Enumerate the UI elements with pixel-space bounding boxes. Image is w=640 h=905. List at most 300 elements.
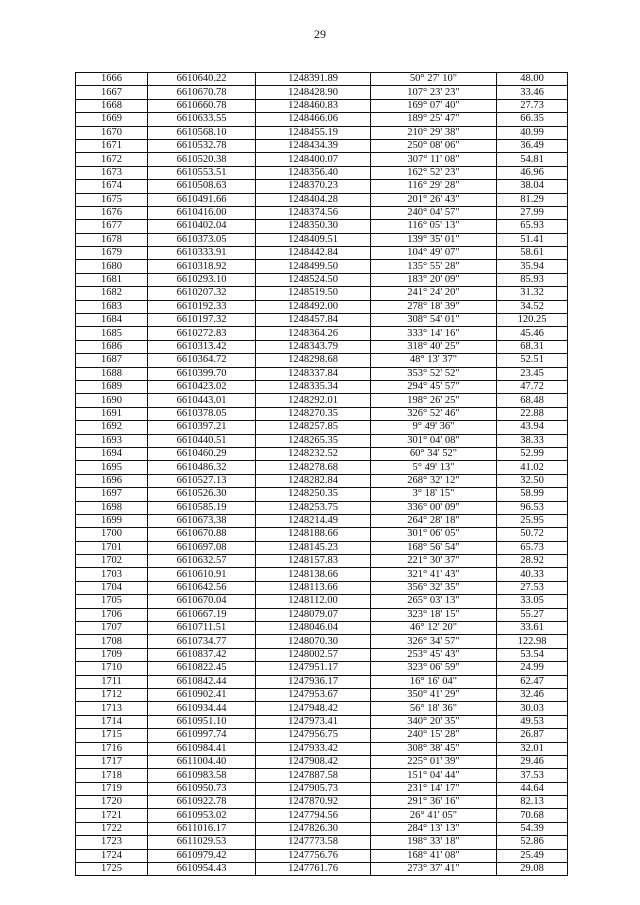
table-row [76, 314, 568, 327]
distance-cell: 34.52 [497, 300, 568, 313]
table-row [76, 73, 568, 86]
x-coordinate-cell: 6610585.19 [148, 501, 256, 514]
x-coordinate-cell: 6610553.51 [148, 166, 256, 179]
x-coordinate-cell: 6610440.51 [148, 434, 256, 447]
table-row [76, 662, 568, 675]
table-row [76, 688, 568, 701]
table-row [76, 153, 568, 166]
table-row [76, 702, 568, 715]
x-coordinate-cell: 6610508.63 [148, 180, 256, 193]
x-coordinate-cell: 6610333.91 [148, 247, 256, 260]
x-coordinate-cell: 6610670.88 [148, 528, 256, 541]
table-row [76, 247, 568, 260]
point-number-cell: 1700 [76, 528, 148, 541]
y-coordinate-cell: 1248278.68 [256, 461, 371, 474]
point-number-cell: 1672 [76, 153, 148, 166]
distance-cell: 49.53 [497, 715, 568, 728]
y-coordinate-cell: 1247933.42 [256, 742, 371, 755]
bearing-cell: 241° 24' 20" [371, 287, 497, 300]
bearing-cell: 284° 13' 13" [371, 822, 497, 835]
bearing-cell: 323° 06' 59" [371, 662, 497, 675]
distance-cell: 27.99 [497, 206, 568, 219]
point-number-cell: 1694 [76, 447, 148, 460]
distance-cell: 46.96 [497, 166, 568, 179]
bearing-cell: 273° 37' 41" [371, 863, 497, 876]
y-coordinate-cell: 1248138.66 [256, 568, 371, 581]
distance-cell: 29.46 [497, 755, 568, 768]
table-row [76, 260, 568, 273]
point-number-cell: 1717 [76, 755, 148, 768]
x-coordinate-cell: 6610997.74 [148, 729, 256, 742]
point-number-cell: 1718 [76, 769, 148, 782]
x-coordinate-cell: 6610197.32 [148, 314, 256, 327]
x-coordinate-cell: 6610950.73 [148, 782, 256, 795]
y-coordinate-cell: 1248343.79 [256, 340, 371, 353]
distance-cell: 51.41 [497, 233, 568, 246]
y-coordinate-cell: 1247936.17 [256, 675, 371, 688]
bearing-cell: 168° 41' 08" [371, 849, 497, 862]
bearing-cell: 26° 41' 05" [371, 809, 497, 822]
y-coordinate-cell: 1247756.76 [256, 849, 371, 862]
bearing-cell: 326° 34' 57" [371, 635, 497, 648]
point-number-cell: 1719 [76, 782, 148, 795]
x-coordinate-cell: 6610207.32 [148, 287, 256, 300]
distance-cell: 122.98 [497, 635, 568, 648]
x-coordinate-cell: 6610378.05 [148, 407, 256, 420]
point-number-cell: 1680 [76, 260, 148, 273]
y-coordinate-cell: 1248257.85 [256, 421, 371, 434]
table-row [76, 394, 568, 407]
y-coordinate-cell: 1248428.90 [256, 86, 371, 99]
table-row [76, 675, 568, 688]
x-coordinate-cell: 6610293.10 [148, 273, 256, 286]
distance-cell: 55.27 [497, 608, 568, 621]
bearing-cell: 231° 14' 17" [371, 782, 497, 795]
table-row [76, 139, 568, 152]
x-coordinate-cell: 6610632.57 [148, 555, 256, 568]
distance-cell: 85.93 [497, 273, 568, 286]
point-number-cell: 1671 [76, 139, 148, 152]
bearing-cell: 60° 34' 52" [371, 447, 497, 460]
y-coordinate-cell: 1248112.00 [256, 595, 371, 608]
distance-cell: 25.95 [497, 514, 568, 527]
bearing-cell: 318° 40' 25" [371, 340, 497, 353]
y-coordinate-cell: 1248350.30 [256, 220, 371, 233]
table-row [76, 488, 568, 501]
x-coordinate-cell: 6610491.66 [148, 193, 256, 206]
distance-cell: 81.29 [497, 193, 568, 206]
y-coordinate-cell: 1247956.75 [256, 729, 371, 742]
table-row [76, 474, 568, 487]
table-row [76, 568, 568, 581]
distance-cell: 82.13 [497, 796, 568, 809]
y-coordinate-cell: 1247908.42 [256, 755, 371, 768]
bearing-cell: 50° 27' 10" [371, 73, 497, 86]
point-number-cell: 1690 [76, 394, 148, 407]
distance-cell: 43.94 [497, 421, 568, 434]
x-coordinate-cell: 6610486.32 [148, 461, 256, 474]
distance-cell: 54.39 [497, 822, 568, 835]
y-coordinate-cell: 1248466.06 [256, 113, 371, 126]
point-number-cell: 1683 [76, 300, 148, 313]
table-row [76, 86, 568, 99]
table-row [76, 367, 568, 380]
x-coordinate-cell: 6610460.29 [148, 447, 256, 460]
x-coordinate-cell: 6610667.19 [148, 608, 256, 621]
y-coordinate-cell: 1247887.58 [256, 769, 371, 782]
coordinates-table [75, 72, 568, 876]
distance-cell: 40.99 [497, 126, 568, 139]
bearing-cell: 225° 01' 39" [371, 755, 497, 768]
bearing-cell: 201° 26' 43" [371, 193, 497, 206]
y-coordinate-cell: 1248002.57 [256, 648, 371, 661]
y-coordinate-cell: 1248079.07 [256, 608, 371, 621]
table-row [76, 501, 568, 514]
y-coordinate-cell: 1248374.56 [256, 206, 371, 219]
bearing-cell: 56° 18' 36" [371, 702, 497, 715]
distance-cell: 26.87 [497, 729, 568, 742]
bearing-cell: 168° 56' 54" [371, 541, 497, 554]
distance-cell: 54.81 [497, 153, 568, 166]
point-number-cell: 1688 [76, 367, 148, 380]
point-number-cell: 1721 [76, 809, 148, 822]
x-coordinate-cell: 6610953.02 [148, 809, 256, 822]
y-coordinate-cell: 1248370.23 [256, 180, 371, 193]
y-coordinate-cell: 1247951.17 [256, 662, 371, 675]
point-number-cell: 1676 [76, 206, 148, 219]
point-number-cell: 1667 [76, 86, 148, 99]
table-row [76, 166, 568, 179]
x-coordinate-cell: 6610934.44 [148, 702, 256, 715]
table-row [76, 461, 568, 474]
distance-cell: 47.72 [497, 380, 568, 393]
bearing-cell: 253° 45' 43" [371, 648, 497, 661]
table-row [76, 541, 568, 554]
table-row [76, 193, 568, 206]
point-number-cell: 1725 [76, 863, 148, 876]
y-coordinate-cell: 1248364.26 [256, 327, 371, 340]
table-row [76, 608, 568, 621]
y-coordinate-cell: 1248409.51 [256, 233, 371, 246]
table-row [76, 380, 568, 393]
table-row [76, 648, 568, 661]
point-number-cell: 1681 [76, 273, 148, 286]
distance-cell: 52.51 [497, 354, 568, 367]
bearing-cell: 301° 06' 05" [371, 528, 497, 541]
bearing-cell: 210° 29' 38" [371, 126, 497, 139]
x-coordinate-cell: 6611016.17 [148, 822, 256, 835]
bearing-cell: 278° 18' 39" [371, 300, 497, 313]
table-row [76, 447, 568, 460]
x-coordinate-cell: 6611029.53 [148, 836, 256, 849]
distance-cell: 31.32 [497, 287, 568, 300]
y-coordinate-cell: 1248214.49 [256, 514, 371, 527]
distance-cell: 41.02 [497, 461, 568, 474]
y-coordinate-cell: 1248404.28 [256, 193, 371, 206]
bearing-cell: 183° 20' 09" [371, 273, 497, 286]
y-coordinate-cell: 1248070.30 [256, 635, 371, 648]
point-number-cell: 1686 [76, 340, 148, 353]
x-coordinate-cell: 6610660.78 [148, 99, 256, 112]
point-number-cell: 1705 [76, 595, 148, 608]
x-coordinate-cell: 6610192.33 [148, 300, 256, 313]
y-coordinate-cell: 1248292.01 [256, 394, 371, 407]
bearing-cell: 116° 05' 13" [371, 220, 497, 233]
table-row [76, 113, 568, 126]
bearing-cell: 116° 29' 28" [371, 180, 497, 193]
point-number-cell: 1704 [76, 581, 148, 594]
x-coordinate-cell: 6610640.22 [148, 73, 256, 86]
distance-cell: 62.47 [497, 675, 568, 688]
bearing-cell: 3° 18' 15" [371, 488, 497, 501]
table-row [76, 528, 568, 541]
y-coordinate-cell: 1248145.23 [256, 541, 371, 554]
distance-cell: 44.64 [497, 782, 568, 795]
bearing-cell: 308° 38' 45" [371, 742, 497, 755]
distance-cell: 120.25 [497, 314, 568, 327]
y-coordinate-cell: 1248270.35 [256, 407, 371, 420]
y-coordinate-cell: 1248499.50 [256, 260, 371, 273]
bearing-cell: 5° 49' 13" [371, 461, 497, 474]
bearing-cell: 340° 20' 35" [371, 715, 497, 728]
x-coordinate-cell: 6610902.41 [148, 688, 256, 701]
point-number-cell: 1685 [76, 327, 148, 340]
y-coordinate-cell: 1248457.84 [256, 314, 371, 327]
distance-cell: 58.99 [497, 488, 568, 501]
x-coordinate-cell: 6610711.51 [148, 622, 256, 635]
bearing-cell: 240° 04' 57" [371, 206, 497, 219]
point-number-cell: 1724 [76, 849, 148, 862]
x-coordinate-cell: 6610423.02 [148, 380, 256, 393]
bearing-cell: 198° 26' 25" [371, 394, 497, 407]
table-row [76, 555, 568, 568]
point-number-cell: 1715 [76, 729, 148, 742]
y-coordinate-cell: 1248400.07 [256, 153, 371, 166]
bearing-cell: 48° 13' 37" [371, 354, 497, 367]
distance-cell: 65.73 [497, 541, 568, 554]
x-coordinate-cell: 6610313.42 [148, 340, 256, 353]
distance-cell: 52.86 [497, 836, 568, 849]
point-number-cell: 1668 [76, 99, 148, 112]
x-coordinate-cell: 6610673.38 [148, 514, 256, 527]
point-number-cell: 1723 [76, 836, 148, 849]
x-coordinate-cell: 6610532.78 [148, 139, 256, 152]
y-coordinate-cell: 1247870.92 [256, 796, 371, 809]
distance-cell: 29.08 [497, 863, 568, 876]
y-coordinate-cell: 1248282.84 [256, 474, 371, 487]
bearing-cell: 321° 41' 43" [371, 568, 497, 581]
y-coordinate-cell: 1248455.19 [256, 126, 371, 139]
table-row [76, 822, 568, 835]
point-number-cell: 1701 [76, 541, 148, 554]
bearing-cell: 139° 35' 01" [371, 233, 497, 246]
table-row [76, 300, 568, 313]
table-row [76, 796, 568, 809]
x-coordinate-cell: 6610397.21 [148, 421, 256, 434]
y-coordinate-cell: 1247761.76 [256, 863, 371, 876]
point-number-cell: 1720 [76, 796, 148, 809]
table-row [76, 233, 568, 246]
y-coordinate-cell: 1248188.66 [256, 528, 371, 541]
x-coordinate-cell: 6610416.00 [148, 206, 256, 219]
distance-cell: 66.35 [497, 113, 568, 126]
table-row [76, 354, 568, 367]
point-number-cell: 1711 [76, 675, 148, 688]
bearing-cell: 268° 32' 12" [371, 474, 497, 487]
table-row [76, 434, 568, 447]
bearing-cell: 353° 52' 52" [371, 367, 497, 380]
distance-cell: 68.48 [497, 394, 568, 407]
point-number-cell: 1698 [76, 501, 148, 514]
point-number-cell: 1693 [76, 434, 148, 447]
point-number-cell: 1696 [76, 474, 148, 487]
y-coordinate-cell: 1247948.42 [256, 702, 371, 715]
bearing-cell: 326° 52' 46" [371, 407, 497, 420]
bearing-cell: 189° 25' 47" [371, 113, 497, 126]
point-number-cell: 1691 [76, 407, 148, 420]
point-number-cell: 1709 [76, 648, 148, 661]
table-row [76, 849, 568, 862]
x-coordinate-cell: 6610837.42 [148, 648, 256, 661]
y-coordinate-cell: 1248524.50 [256, 273, 371, 286]
distance-cell: 36.49 [497, 139, 568, 152]
y-coordinate-cell: 1248250.35 [256, 488, 371, 501]
bearing-cell: 307° 11' 08" [371, 153, 497, 166]
table-row [76, 206, 568, 219]
x-coordinate-cell: 6610670.04 [148, 595, 256, 608]
table-row [76, 729, 568, 742]
bearing-cell: 221° 30' 37" [371, 555, 497, 568]
distance-cell: 35.94 [497, 260, 568, 273]
distance-cell: 28.92 [497, 555, 568, 568]
table-row [76, 287, 568, 300]
bearing-cell: 162° 52' 23" [371, 166, 497, 179]
distance-cell: 53.54 [497, 648, 568, 661]
y-coordinate-cell: 1248434.39 [256, 139, 371, 152]
distance-cell: 48.00 [497, 73, 568, 86]
x-coordinate-cell: 6610443.01 [148, 394, 256, 407]
y-coordinate-cell: 1248356.40 [256, 166, 371, 179]
y-coordinate-cell: 1248519.50 [256, 287, 371, 300]
table-row [76, 327, 568, 340]
point-number-cell: 1684 [76, 314, 148, 327]
distance-cell: 24.99 [497, 662, 568, 675]
distance-cell: 32.46 [497, 688, 568, 701]
point-number-cell: 1666 [76, 73, 148, 86]
distance-cell: 58.61 [497, 247, 568, 260]
x-coordinate-cell: 6610526.30 [148, 488, 256, 501]
point-number-cell: 1669 [76, 113, 148, 126]
y-coordinate-cell: 1247826.30 [256, 822, 371, 835]
y-coordinate-cell: 1248460.83 [256, 99, 371, 112]
x-coordinate-cell: 6611004.40 [148, 755, 256, 768]
table-row [76, 220, 568, 233]
point-number-cell: 1710 [76, 662, 148, 675]
distance-cell: 23.45 [497, 367, 568, 380]
y-coordinate-cell: 1248335.34 [256, 380, 371, 393]
table-row [76, 421, 568, 434]
x-coordinate-cell: 6610642.56 [148, 581, 256, 594]
table-row [76, 755, 568, 768]
table-row [76, 635, 568, 648]
x-coordinate-cell: 6610527.13 [148, 474, 256, 487]
y-coordinate-cell: 1247973.41 [256, 715, 371, 728]
x-coordinate-cell: 6610373.05 [148, 233, 256, 246]
table-row [76, 180, 568, 193]
bearing-cell: 291° 36' 16" [371, 796, 497, 809]
x-coordinate-cell: 6610822.45 [148, 662, 256, 675]
y-coordinate-cell: 1248157.83 [256, 555, 371, 568]
table-row [76, 273, 568, 286]
x-coordinate-cell: 6610402.04 [148, 220, 256, 233]
bearing-cell: 308° 54' 01" [371, 314, 497, 327]
point-number-cell: 1687 [76, 354, 148, 367]
distance-cell: 32.01 [497, 742, 568, 755]
point-number-cell: 1708 [76, 635, 148, 648]
bearing-cell: 9° 49' 36" [371, 421, 497, 434]
point-number-cell: 1678 [76, 233, 148, 246]
y-coordinate-cell: 1247905.73 [256, 782, 371, 795]
x-coordinate-cell: 6610922.78 [148, 796, 256, 809]
distance-cell: 37.53 [497, 769, 568, 782]
table-row [76, 581, 568, 594]
point-number-cell: 1670 [76, 126, 148, 139]
point-number-cell: 1714 [76, 715, 148, 728]
bearing-cell: 356° 32' 35" [371, 581, 497, 594]
bearing-cell: 169° 07' 40" [371, 99, 497, 112]
distance-cell: 30.03 [497, 702, 568, 715]
bearing-cell: 240° 15' 28" [371, 729, 497, 742]
point-number-cell: 1679 [76, 247, 148, 260]
distance-cell: 96.53 [497, 501, 568, 514]
table-row [76, 742, 568, 755]
bearing-cell: 333° 14' 16" [371, 327, 497, 340]
distance-cell: 25.49 [497, 849, 568, 862]
bearing-cell: 264° 28' 18" [371, 514, 497, 527]
bearing-cell: 151° 04' 44" [371, 769, 497, 782]
point-number-cell: 1689 [76, 380, 148, 393]
distance-cell: 22.88 [497, 407, 568, 420]
table-row [76, 782, 568, 795]
table-row [76, 715, 568, 728]
y-coordinate-cell: 1248391.89 [256, 73, 371, 86]
y-coordinate-cell: 1248232.52 [256, 447, 371, 460]
distance-cell: 70.68 [497, 809, 568, 822]
point-number-cell: 1703 [76, 568, 148, 581]
bearing-cell: 198° 33' 18" [371, 836, 497, 849]
table-row [76, 99, 568, 112]
point-number-cell: 1706 [76, 608, 148, 621]
distance-cell: 50.72 [497, 528, 568, 541]
bearing-cell: 350° 41' 29" [371, 688, 497, 701]
table-row [76, 595, 568, 608]
distance-cell: 33.61 [497, 622, 568, 635]
x-coordinate-cell: 6610364.72 [148, 354, 256, 367]
distance-cell: 33.05 [497, 595, 568, 608]
y-coordinate-cell: 1248253.75 [256, 501, 371, 514]
distance-cell: 38.04 [497, 180, 568, 193]
table-row [76, 126, 568, 139]
x-coordinate-cell: 6610734.77 [148, 635, 256, 648]
x-coordinate-cell: 6610520.38 [148, 153, 256, 166]
x-coordinate-cell: 6610842.44 [148, 675, 256, 688]
x-coordinate-cell: 6610633.55 [148, 113, 256, 126]
distance-cell: 27.53 [497, 581, 568, 594]
x-coordinate-cell: 6610979.42 [148, 849, 256, 862]
table-row [76, 622, 568, 635]
x-coordinate-cell: 6610318.92 [148, 260, 256, 273]
distance-cell: 38.33 [497, 434, 568, 447]
